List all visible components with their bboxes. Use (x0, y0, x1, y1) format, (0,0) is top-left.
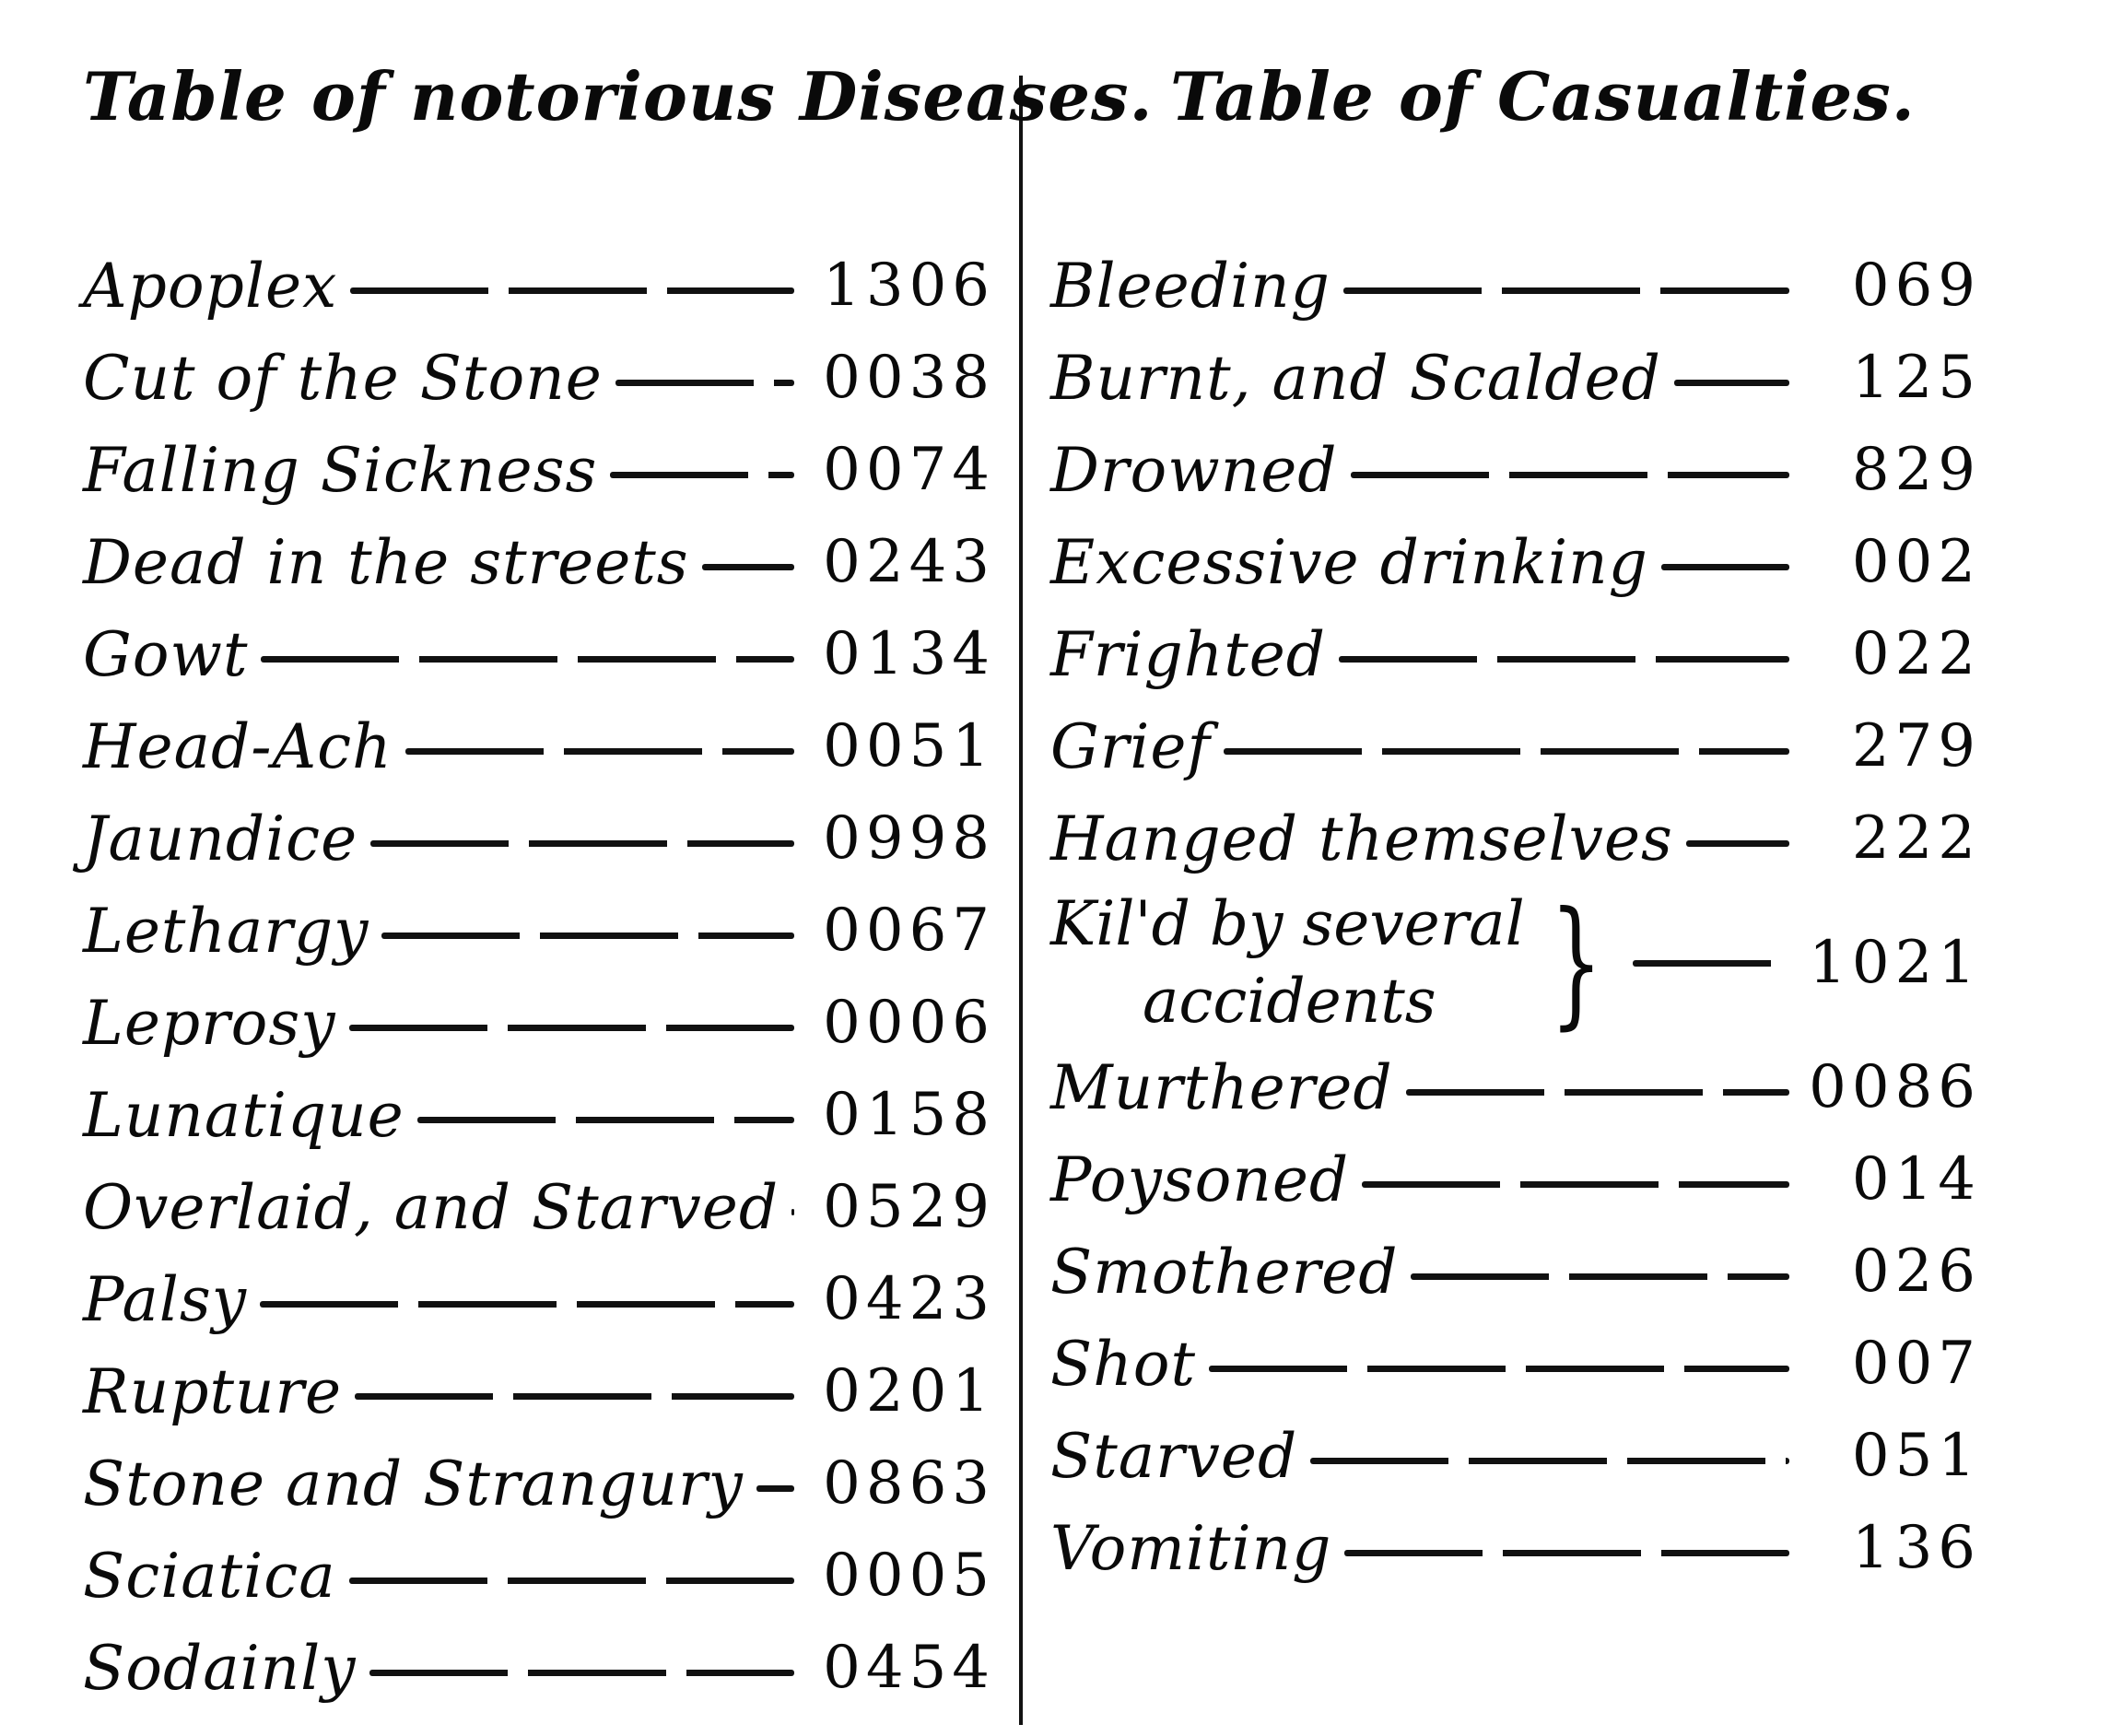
disease-name: Rupture (83, 1355, 343, 1427)
table-row (1050, 608, 1981, 700)
table-row (1050, 792, 1981, 885)
disease-count: 0134 (823, 620, 995, 688)
casualty-count: 069 (1851, 252, 1981, 320)
casualty-name: Burnt, and Scalded (1050, 342, 1661, 414)
casualty-name: Hanged themselves (1050, 803, 1673, 874)
dotted-leader (1411, 1273, 1789, 1280)
dotted-leader (756, 1485, 794, 1492)
diseases-title: Table of notorious Diseases. (83, 57, 1154, 135)
casualty-count: 051 (1851, 1422, 1981, 1490)
table-row (1050, 1318, 1981, 1410)
dotted-leader (1686, 840, 1789, 847)
table-row (83, 1069, 995, 1161)
table-row (83, 332, 995, 424)
disease-name: Apoplex (83, 250, 338, 322)
table-row (83, 608, 995, 700)
casualty-count: 829 (1851, 436, 1981, 504)
casualty-count: 222 (1851, 804, 1981, 873)
disease-count: 0529 (823, 1173, 995, 1241)
disease-count: 0454 (823, 1634, 995, 1702)
casualty-name: Murthered (1050, 1051, 1393, 1123)
table-row (83, 1253, 995, 1345)
dotted-leader (1343, 287, 1789, 294)
table-row (1050, 1041, 1981, 1133)
disease-name: Jaundice (83, 803, 358, 874)
table-row (83, 1530, 995, 1622)
casualty-name: Bleeding (1050, 250, 1330, 322)
table-row (1050, 1133, 1981, 1226)
disease-count: 0067 (823, 897, 995, 965)
dotted-leader (349, 1578, 794, 1584)
table-row (83, 1437, 995, 1530)
dotted-leader (615, 380, 794, 386)
casualty-count: 002 (1851, 528, 1981, 596)
disease-name: Sodainly (83, 1632, 357, 1704)
casualty-count: 136 (1851, 1514, 1981, 1582)
table-row (1050, 332, 1981, 424)
casualty-count: 1021 (1809, 929, 1981, 997)
disease-count: 0038 (823, 344, 995, 412)
table-row (83, 1345, 995, 1437)
disease-name: Overlaid, and Starved (83, 1171, 780, 1243)
dotted-leader (1661, 564, 1789, 570)
disease-count: 0863 (823, 1449, 995, 1518)
dotted-leader (1310, 1458, 1789, 1464)
casualty-name-line2: accidents (1143, 966, 1436, 1037)
casualty-name-line1: Kil'd by several (1050, 888, 1525, 959)
table-row (83, 516, 995, 608)
disease-count: 1306 (823, 252, 995, 320)
table-row (83, 977, 995, 1069)
casualty-name: Excessive drinking (1050, 526, 1648, 598)
dotted-leader (1674, 380, 1789, 386)
table-row (83, 885, 995, 977)
disease-name: Sciatica (83, 1540, 336, 1612)
casualty-count: 022 (1851, 620, 1981, 688)
diseases-rows (83, 240, 995, 1714)
dotted-leader (1224, 748, 1789, 755)
dotted-leader (405, 748, 794, 755)
disease-name: Stone and Strangury (83, 1448, 744, 1519)
disease-name: Head-Ach (83, 710, 393, 782)
disease-name: Lunatique (83, 1079, 404, 1151)
disease-name: Gowt (83, 618, 249, 690)
disease-name: Cut of the Stone (83, 342, 603, 414)
casualties-rows (1050, 240, 1981, 1594)
disease-count: 0998 (823, 804, 995, 873)
table-row (1050, 1502, 1981, 1594)
dotted-leader (1633, 960, 1789, 967)
disease-count: 0074 (823, 436, 995, 504)
dotted-leader (1344, 1550, 1789, 1556)
disease-count: 0158 (823, 1081, 995, 1149)
disease-count: 0051 (823, 712, 995, 780)
dotted-leader (261, 656, 794, 663)
disease-name: Leprosy (83, 987, 336, 1059)
casualty-count: 125 (1851, 344, 1981, 412)
casualty-count: 026 (1851, 1237, 1981, 1306)
table-row (1050, 424, 1981, 516)
dotted-leader (370, 840, 794, 847)
casualty-name: Shot (1050, 1328, 1196, 1400)
table-row (1050, 885, 1981, 1041)
dotted-leader (1209, 1366, 1789, 1372)
casualty-name (1050, 886, 1525, 1040)
brace-icon: } (1549, 883, 1603, 1043)
dotted-leader (791, 1209, 794, 1215)
disease-count: 0005 (823, 1542, 995, 1610)
table-row (1050, 1410, 1981, 1502)
dotted-leader (610, 472, 794, 478)
casualties-title: Table of Casualties. (1170, 57, 1916, 135)
dotted-leader (355, 1393, 794, 1400)
disease-count: 0201 (823, 1357, 995, 1425)
casualty-name: Vomiting (1050, 1512, 1332, 1584)
disease-count: 0243 (823, 528, 995, 596)
dotted-leader (1406, 1089, 1789, 1096)
dotted-leader (1339, 656, 1789, 663)
dotted-leader (1351, 472, 1789, 478)
table-row (1050, 700, 1981, 792)
table-row (83, 424, 995, 516)
table-row (1050, 516, 1981, 608)
table-row (83, 700, 995, 792)
disease-name: Dead in the streets (83, 526, 689, 598)
casualty-name: Frighted (1050, 618, 1327, 690)
table-row (83, 1622, 995, 1714)
dotted-leader (349, 1025, 794, 1031)
dotted-leader (417, 1117, 794, 1123)
dotted-leader (381, 933, 794, 939)
table-row (83, 240, 995, 332)
casualty-count: 007 (1851, 1330, 1981, 1398)
casualty-name: Smothered (1050, 1236, 1399, 1308)
disease-count: 0423 (823, 1265, 995, 1333)
table-row (83, 1161, 995, 1253)
casualty-name: Poysoned (1050, 1144, 1350, 1215)
dotted-leader (260, 1301, 794, 1308)
disease-name: Palsy (83, 1263, 248, 1335)
column-divider (1019, 76, 1023, 1725)
table-row (1050, 1226, 1981, 1318)
table-row (83, 792, 995, 885)
dotted-leader (1362, 1181, 1789, 1188)
casualty-name: Grief (1050, 710, 1211, 782)
dotted-leader (369, 1670, 794, 1676)
casualty-count: 014 (1851, 1145, 1981, 1214)
dotted-leader (350, 287, 794, 294)
casualty-name: Drowned (1050, 434, 1338, 506)
casualty-name: Starved (1050, 1420, 1298, 1492)
casualty-count: 0086 (1809, 1053, 1981, 1121)
disease-name: Falling Sickness (83, 434, 598, 506)
table-row (1050, 240, 1981, 332)
dotted-leader (702, 564, 794, 570)
disease-name: Lethargy (83, 895, 369, 967)
casualty-count: 279 (1851, 712, 1981, 780)
disease-count: 0006 (823, 989, 995, 1057)
